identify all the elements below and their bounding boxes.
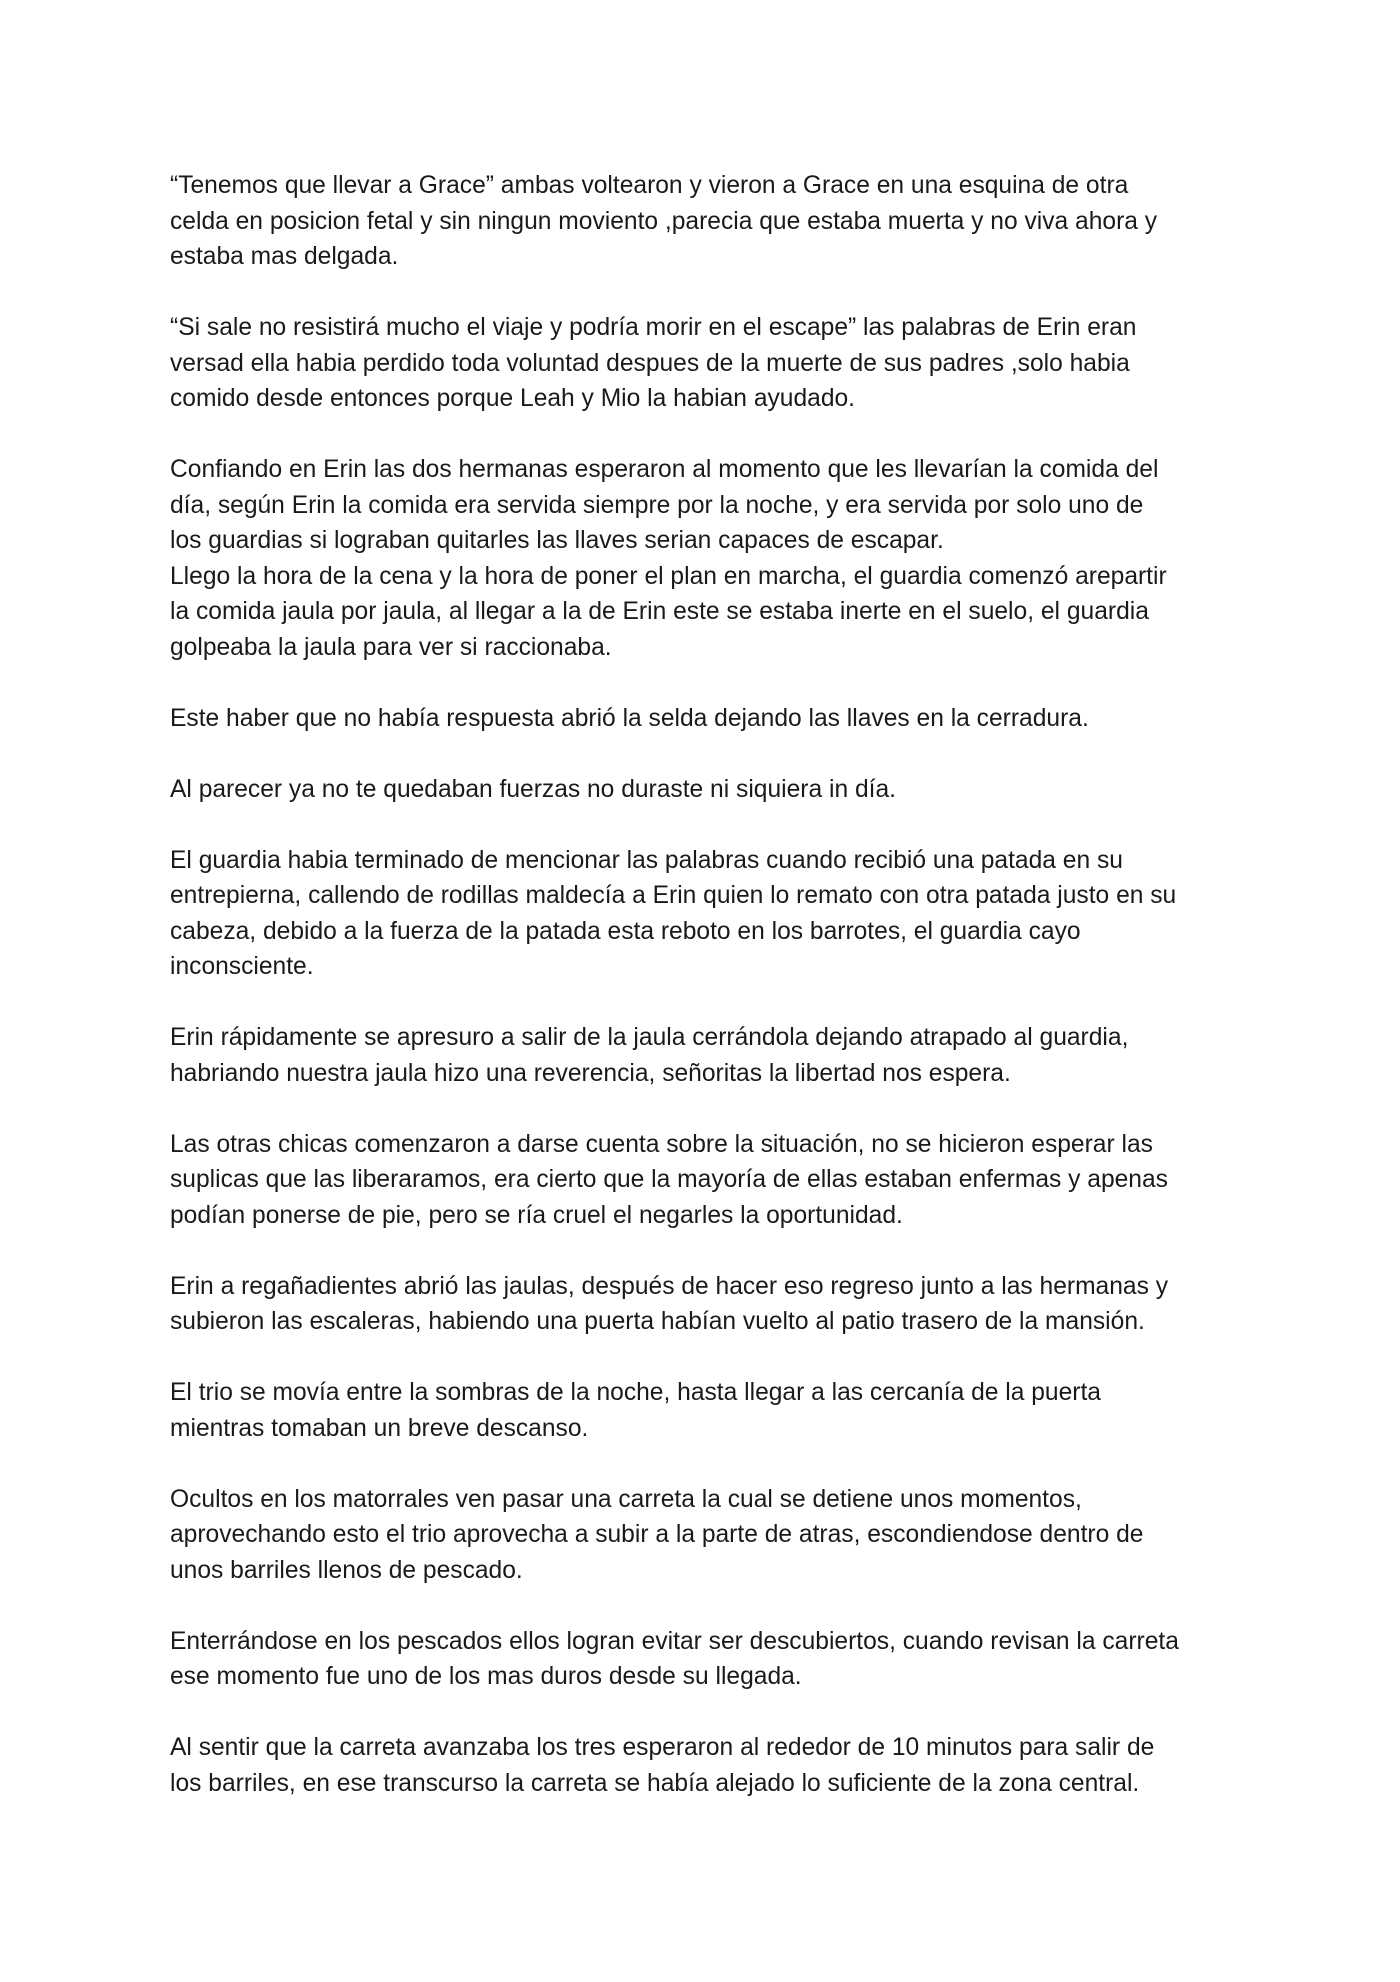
paragraph: “Tenemos que llevar a Grace” ambas voltearon y vieron a Grace en una esquina de otra celda en posicion fetal y sin ningun moviento ,parecia que estaba muerta y no viva ahora y estaba mas delgada. <box>170 172 1158 270</box>
paragraph: Erin a regañadientes abrió las jaulas, después de hacer eso regreso junto a las hermanas y subieron las escaleras, habiendo una puerta habían vuelto al patio trasero de la mansión. <box>170 1272 1169 1335</box>
paragraph: Ocultos en los matorrales ven pasar una carreta la cual se detiene unos momentos, aprovechando esto el trio aprovecha a subir a la parte de atras, escondiendose dentro de unos barriles llenos de pescado. <box>170 1485 1144 1584</box>
paragraph: Las otras chicas comenzaron a darse cuenta sobre la situación, no se hicieron esperar las suplicas que las liberaramos, era cierto que la mayoría de ellas estaban enfermas y apenas podían ponerse de pie, pero se ría cruel el negarles la oportunidad. <box>170 1130 1168 1229</box>
paragraph: Confiando en Erin las dos hermanas esperaron al momento que les llevarían la comida del día, según Erin la comida era servida siempre por la noche, y era servida por solo uno de los guardias si lograban quitarles las llaves serian capaces de escapar. <box>170 456 1159 554</box>
paragraph: Llego la hora de la cena y la hora de poner el plan en marcha, el guardia comenzó arepartir la comida jaula por jaula, al llegar a la de Erin este se estaba inerte en el suelo, el guardia golpeaba la jaula para ver si raccionaba. <box>170 562 1167 661</box>
document-body <box>170 168 1240 1801</box>
paragraph: Al parecer ya no te quedaban fuerzas no duraste ni siquiera in día. <box>170 775 896 803</box>
paragraph: Erin rápidamente se apresuro a salir de la jaula cerrándola dejando atrapado al guardia, habriando nuestra jaula hizo una reverencia, señoritas la libertad nos espera. <box>170 1024 1129 1087</box>
paragraph: El trio se movía entre la sombras de la noche, hasta llegar a las cercanía de la puerta mientras tomaban un breve descanso. <box>170 1379 1101 1442</box>
paragraph: El guardia habia terminado de mencionar las palabras cuando recibió una patada en su entrepierna, callendo de rodillas maldecía a Erin quien lo remato con otra patada justo en su cabeza, debido a la fuerza de la patada esta reboto en los barrotes, el guardia cayo inconsciente. <box>170 846 1177 980</box>
paragraph: Este haber que no había respuesta abrió la selda dejando las llaves en la cerradura. <box>170 704 1089 732</box>
paragraph: Al sentir que la carreta avanzaba los tres esperaron al rededor de 10 minutos para salir de los barriles, en ese transcurso la carreta se había alejado lo suficiente de la zona central. <box>170 1734 1155 1797</box>
paragraph: Enterrándose en los pescados ellos logran evitar ser descubiertos, cuando revisan la carreta ese momento fue uno de los mas duros desde su llegada. <box>170 1627 1179 1690</box>
paragraph: “Si sale no resistirá mucho el viaje y podría morir en el escape” las palabras de Erin eran versad ella habia perdido toda voluntad despues de la muerte de sus padres ,solo habia comido desde entonces porque Leah y Mio la habian ayudado. <box>170 314 1137 412</box>
